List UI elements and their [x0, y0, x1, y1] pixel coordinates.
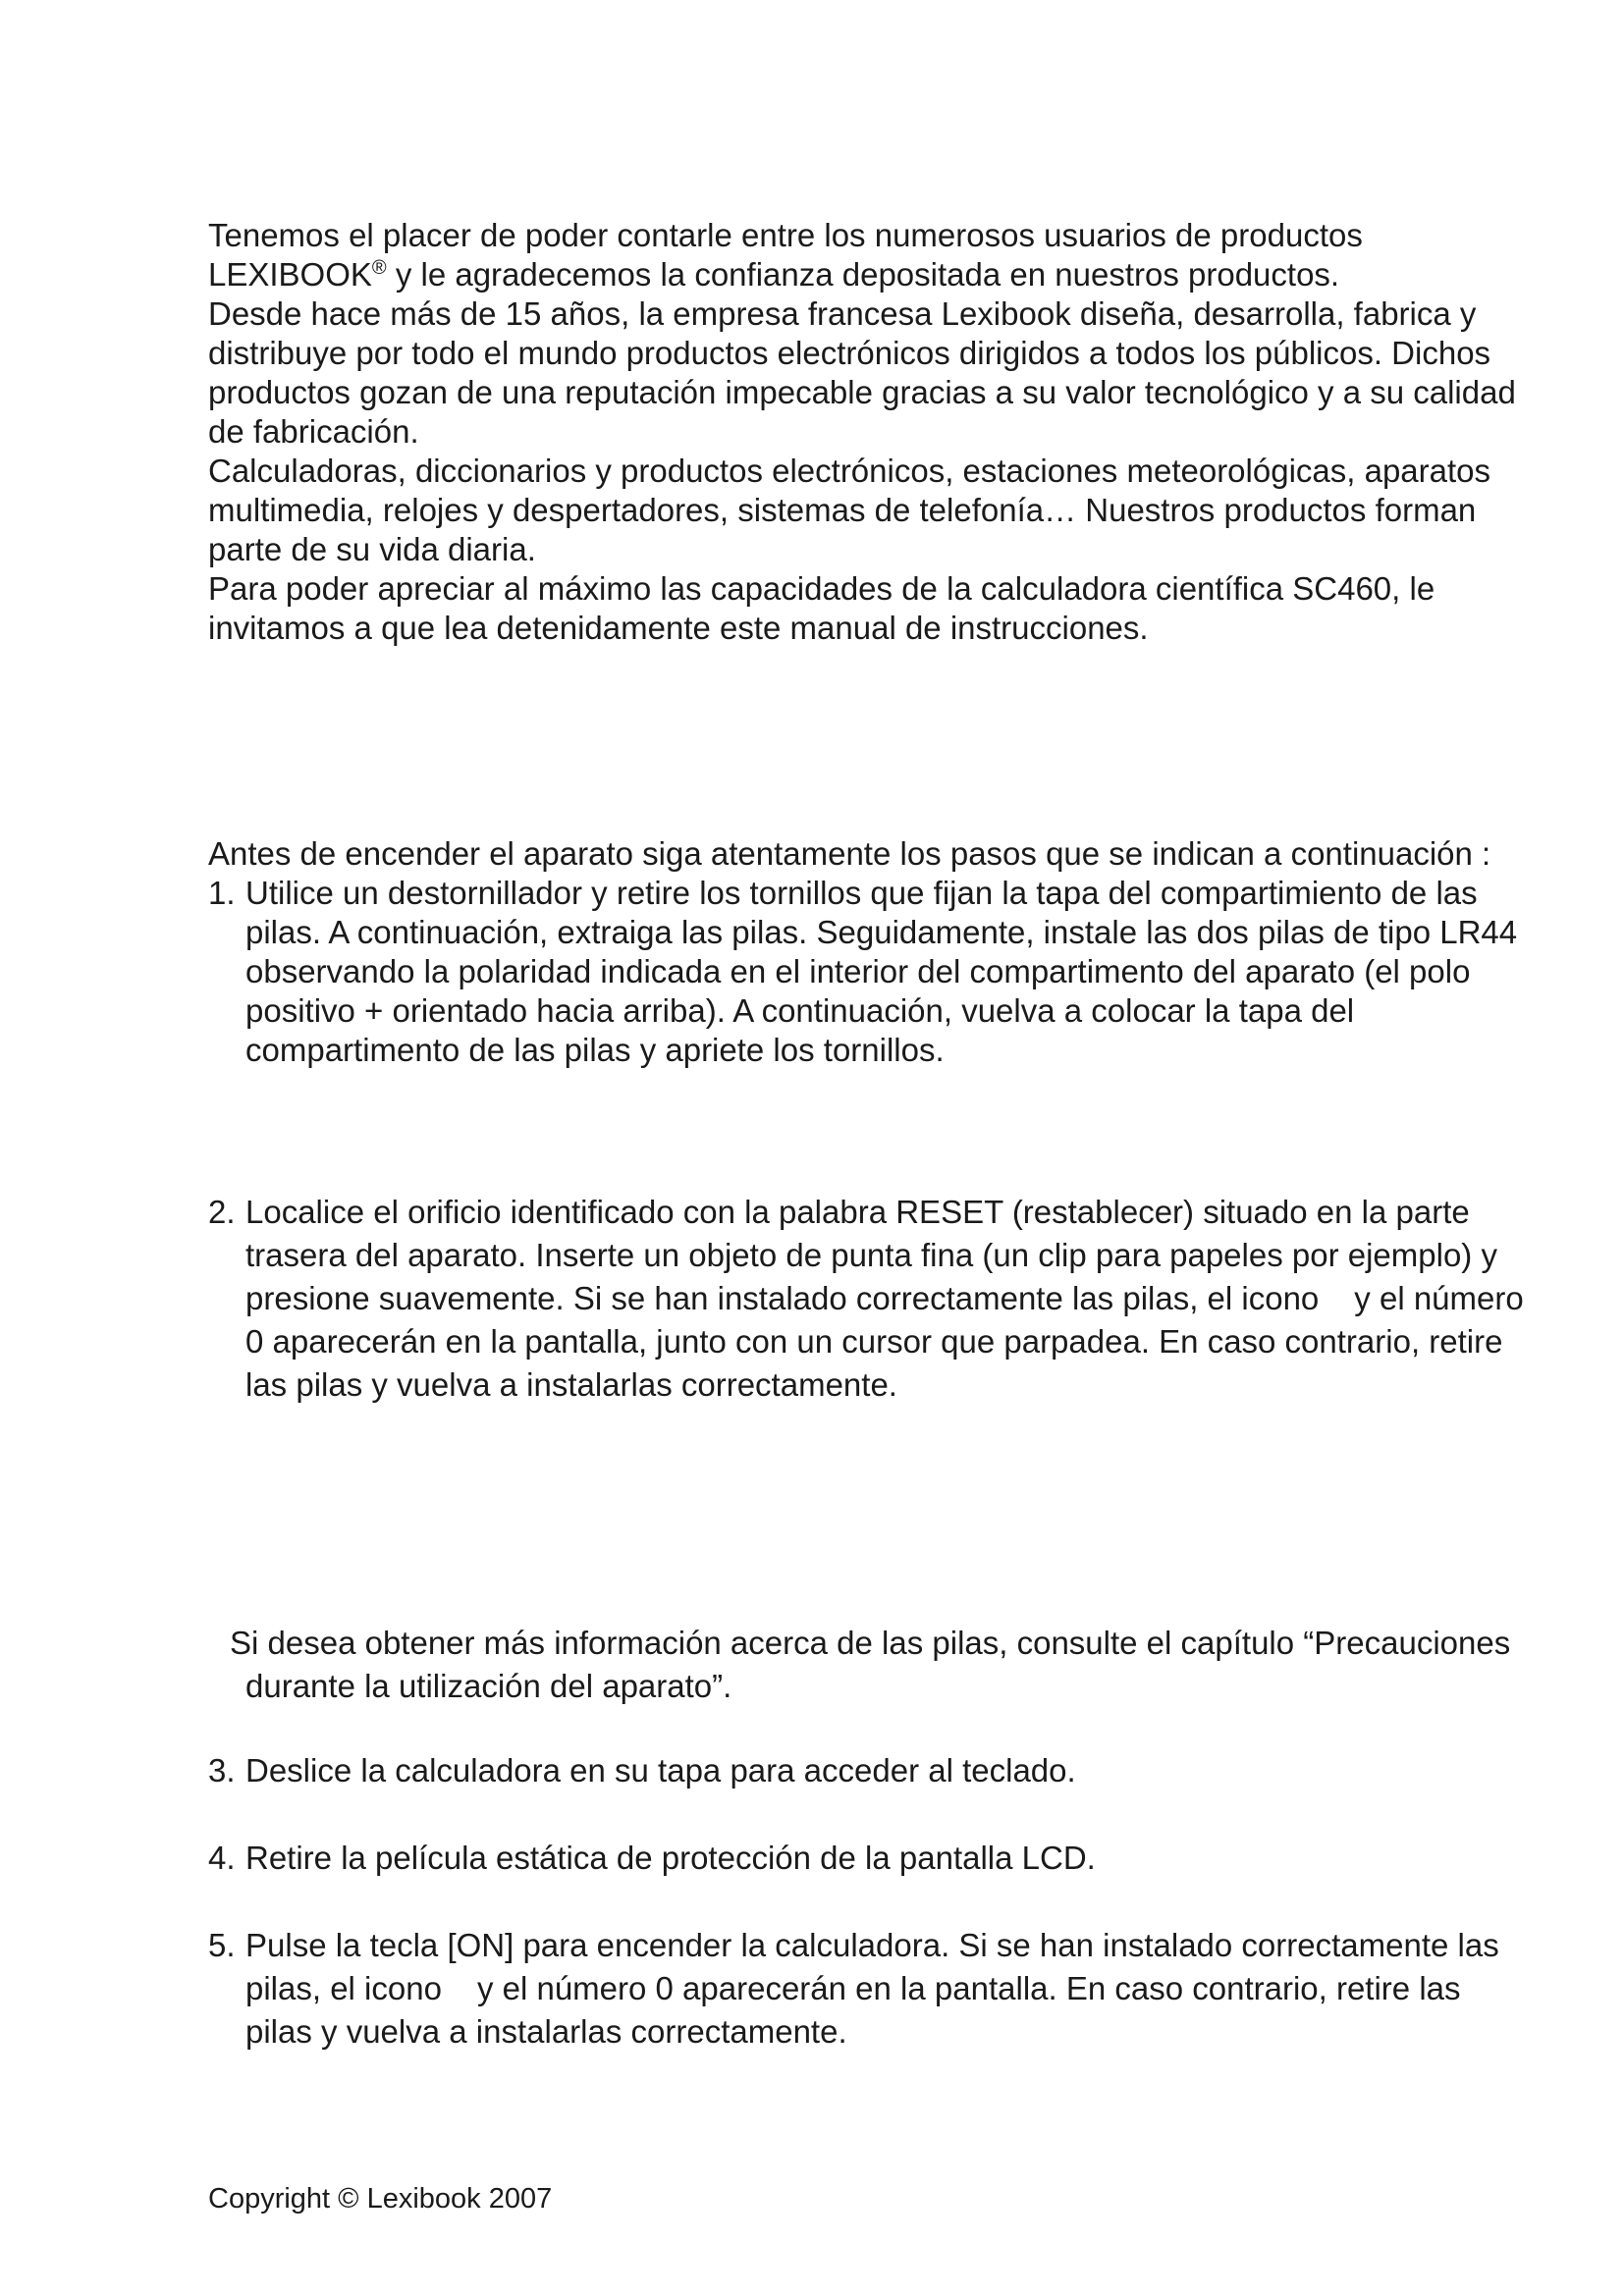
- step-text-a: Pulse la tecla [ON] para encender la calculadora. Si se han instalado correctamente las pilas, el icono: [245, 1927, 1499, 2006]
- registered-mark: ®: [371, 257, 387, 279]
- step-2: [208, 1191, 1524, 1407]
- note-text: Si desea obtener más información acerca de las pilas, consulte el capítulo “Precauciones durante la utilización del aparato”.: [230, 1625, 1511, 1704]
- step-text-b: y el número 0 aparecerán en la pantalla. En caso contrario, retire las pilas y vuelva a instalarlas correctamente.: [245, 1970, 1461, 2050]
- intro-text-1a: Tenemos el placer de poder contarle entre los numerosos usuarios de productos LEXIBOOK: [208, 217, 1363, 293]
- setup-section: [208, 834, 1524, 1070]
- intro-paragraph-3: Calculadoras, diccionarios y productos electrónicos, estaciones meteorológicas, aparatos multimedia, relojes y despertadores, sistemas de telefonía… Nuestros productos forman parte de su vida diaria.: [208, 453, 1491, 567]
- intro-section: [208, 216, 1524, 648]
- intro-paragraph-4: Para poder apreciar al máximo las capacidades de la calculadora científica SC460, le invitamos a que lea detenidamente este manual de instrucciones.: [208, 570, 1435, 646]
- step-number: 4.: [208, 1840, 236, 1876]
- step-text-b: y el número 0 aparecerán en la pantalla, junto con un cursor que parpadea. En caso contrario, retire las pilas y vuelva a instalarlas correctamente.: [245, 1280, 1524, 1403]
- intro-text-1b: y le agradecemos la confianza depositada en nuestros productos.: [386, 256, 1340, 293]
- step-number: 2.: [208, 1194, 236, 1230]
- intro-paragraph-2: Desde hace más de 15 años, la empresa francesa Lexibook diseña, desarrolla, fabrica y distribuye por todo el mundo productos electrónicos dirigidos a todos los públicos. Dichos productos gozan de una reputación impecable gracias a su valor tecnológico y a su calidad de fabricación.: [208, 295, 1516, 450]
- setup-lead: Antes de encender el aparato siga atentamente los pasos que se indican a continuación :: [208, 835, 1491, 872]
- step-1: [208, 874, 1524, 1070]
- step-5-block: [208, 1924, 1524, 2054]
- step-number: 3.: [208, 1752, 236, 1789]
- step-text: Retire la película estática de protección de la pantalla LCD.: [245, 1840, 1096, 1876]
- step-3-block: [208, 1749, 1524, 1792]
- copyright-footer: Copyright © Lexibook 2007: [208, 2183, 553, 2215]
- step-3: [208, 1749, 1524, 1792]
- step-4-block: [208, 1837, 1524, 1880]
- battery-note: [208, 1622, 1524, 1708]
- step-5: [208, 1924, 1524, 2054]
- step-text: Utilice un destornillador y retire los tornillos que fijan la tapa del compartimiento de las pilas. A continuación, extraiga las pilas. Seguidamente, instale las dos pilas de tipo LR44 observando la polaridad indicada en el interior del compartimento del aparato (el polo positivo + orientado hacia arriba). A continuación, vuelva a colocar la tapa del compartimento de las pilas y apriete los tornillos.: [245, 875, 1518, 1068]
- step-4: [208, 1837, 1524, 1880]
- step-number: 1.: [208, 875, 236, 911]
- note-block: [208, 1622, 1524, 1708]
- step-text-a: Localice el orificio identificado con la palabra RESET (restablecer) situado en la parte trasera del aparato. Inserte un objeto de punta fina (un clip para papeles por ejemplo) y presione suavemente. Si se han instalado correctamente las pilas, el icono: [245, 1194, 1497, 1316]
- step-text: Deslice la calculadora en su tapa para acceder al teclado.: [245, 1752, 1076, 1789]
- step-2-block: [208, 1191, 1524, 1407]
- step-number: 5.: [208, 1927, 236, 1963]
- intro-paragraph-1: [208, 216, 1524, 294]
